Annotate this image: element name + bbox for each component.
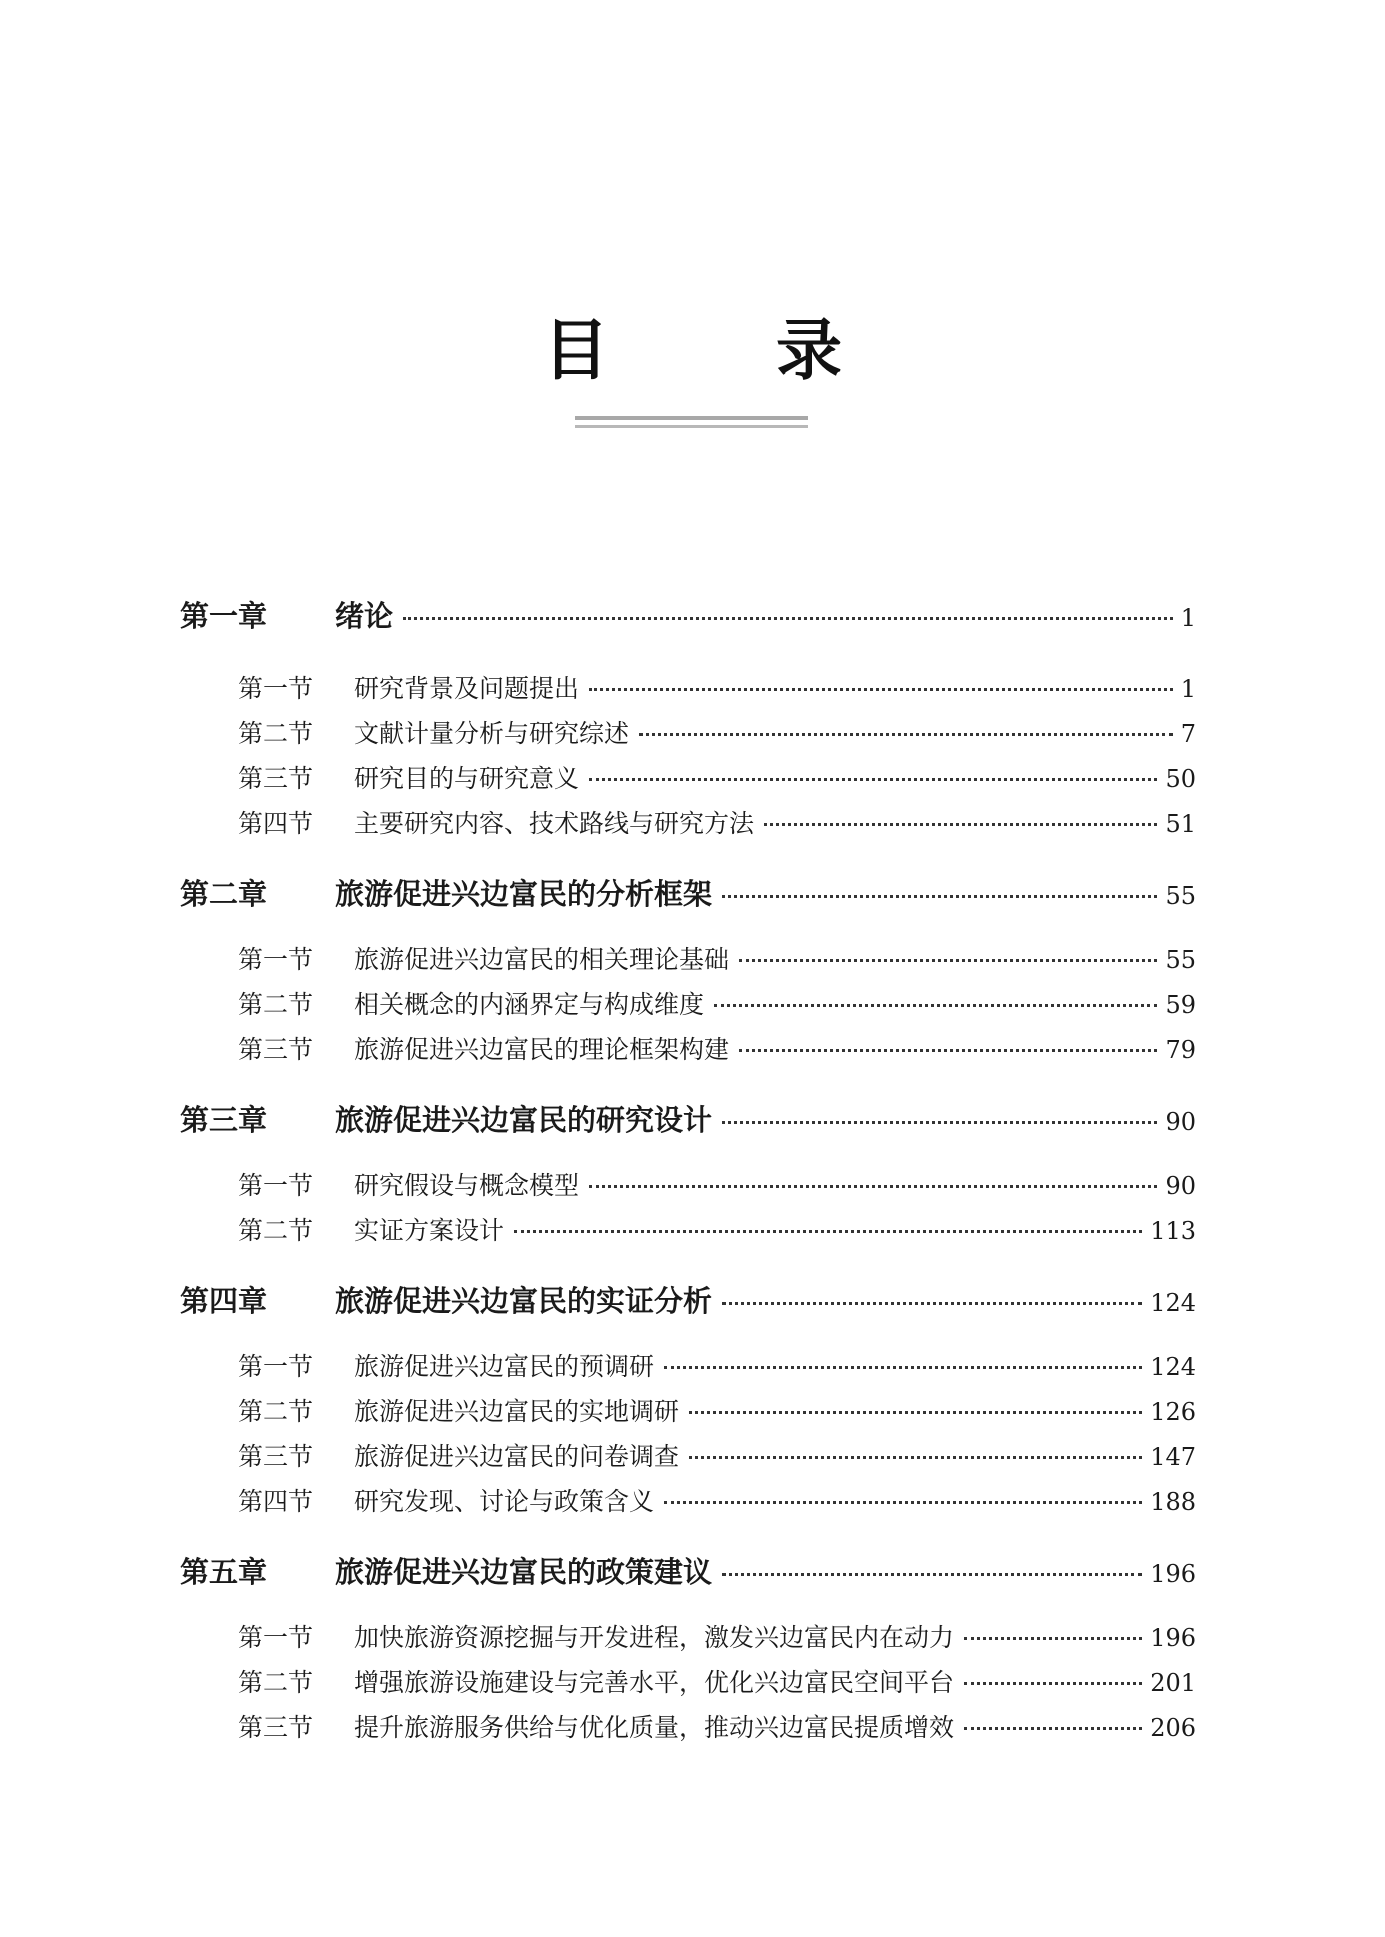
- page-number: 113: [1150, 1217, 1196, 1245]
- page-number: 90: [1165, 1172, 1196, 1200]
- page-number: 124: [1150, 1353, 1196, 1381]
- toc-section-3-1[interactable]: [238, 1170, 1196, 1202]
- toc-section-1-1[interactable]: [238, 673, 1196, 705]
- toc-section-1-4[interactable]: [238, 808, 1196, 840]
- chapter-title: 旅游促进兴边富民的研究设计: [335, 1103, 713, 1137]
- toc-section-4-2[interactable]: [238, 1396, 1196, 1428]
- dot-leader: [589, 778, 1157, 781]
- section-title: 研究假设与概念模型: [354, 1171, 580, 1200]
- dot-leader: [664, 1501, 1142, 1504]
- chapter-title: 旅游促进兴边富民的实证分析: [335, 1284, 713, 1318]
- section-title: 相关概念的内涵界定与构成维度: [354, 990, 705, 1019]
- toc-chapter-4[interactable]: [180, 1283, 1196, 1319]
- section-title: 研究发现、讨论与政策含义: [354, 1487, 655, 1516]
- dot-leader: [964, 1682, 1142, 1685]
- section-title: 增强旅游设施建设与完善水平，优化兴边富民空间平台: [354, 1668, 955, 1697]
- dot-leader: [689, 1456, 1142, 1459]
- toc-section-4-4[interactable]: [238, 1486, 1196, 1518]
- page-number: 90: [1165, 1108, 1196, 1136]
- page-number: 147: [1150, 1443, 1196, 1471]
- toc-section-5-2[interactable]: [238, 1667, 1196, 1699]
- page-number: 7: [1180, 720, 1196, 748]
- section-label: 第一节: [238, 945, 314, 974]
- chapter-label: 第二章: [180, 877, 268, 911]
- dot-leader: [689, 1411, 1142, 1414]
- toc-section-1-3[interactable]: [238, 763, 1196, 795]
- dot-leader: [639, 733, 1173, 736]
- page-title: 目 录: [543, 312, 914, 389]
- section-title: 研究目的与研究意义: [354, 764, 580, 793]
- page-number: 79: [1165, 1036, 1196, 1064]
- section-label: 第二节: [238, 1668, 314, 1697]
- page-number: 59: [1165, 991, 1196, 1019]
- dot-leader: [739, 1049, 1157, 1052]
- section-label: 第二节: [238, 1397, 314, 1426]
- dot-leader: [964, 1637, 1142, 1640]
- section-label: 第二节: [238, 990, 314, 1019]
- toc-chapter-1[interactable]: [180, 598, 1196, 634]
- chapter-title: 绪论: [335, 599, 394, 633]
- dot-leader: [403, 617, 1173, 620]
- section-label: 第三节: [238, 764, 314, 793]
- chapter-label: 第一章: [180, 599, 268, 633]
- dot-leader: [964, 1727, 1142, 1730]
- dot-leader: [664, 1366, 1142, 1369]
- section-title: 旅游促进兴边富民的问卷调查: [354, 1442, 680, 1471]
- page-number: 188: [1150, 1488, 1196, 1516]
- dot-leader: [722, 1573, 1142, 1576]
- page-number: 196: [1150, 1560, 1196, 1588]
- section-title: 文献计量分析与研究综述: [354, 719, 630, 748]
- toc-section-3-2[interactable]: [238, 1215, 1196, 1247]
- toc-section-2-2[interactable]: [238, 989, 1196, 1021]
- toc-section-4-3[interactable]: [238, 1441, 1196, 1473]
- section-label: 第四节: [238, 1487, 314, 1516]
- section-label: 第四节: [238, 809, 314, 838]
- dot-leader: [589, 688, 1173, 691]
- section-title: 实证方案设计: [354, 1216, 505, 1245]
- dot-leader: [714, 1004, 1157, 1007]
- dot-leader: [514, 1230, 1142, 1233]
- page-number: 1: [1180, 675, 1196, 703]
- toc-section-5-1[interactable]: [238, 1622, 1196, 1654]
- section-title: 加快旅游资源挖掘与开发进程，激发兴边富民内在动力: [354, 1623, 955, 1652]
- dot-leader: [739, 959, 1157, 962]
- toc-section-1-2[interactable]: [238, 718, 1196, 750]
- section-label: 第三节: [238, 1442, 314, 1471]
- section-title: 提升旅游服务供给与优化质量，推动兴边富民提质增效: [354, 1713, 955, 1742]
- section-label: 第一节: [238, 1352, 314, 1381]
- toc-chapter-5[interactable]: [180, 1554, 1196, 1590]
- toc-chapter-2[interactable]: [180, 876, 1196, 912]
- toc-section-2-3[interactable]: [238, 1034, 1196, 1066]
- section-label: 第一节: [238, 674, 314, 703]
- page-number: 1: [1180, 604, 1196, 632]
- section-label: 第一节: [238, 1623, 314, 1652]
- dot-leader: [764, 823, 1157, 826]
- page-number: 124: [1150, 1289, 1196, 1317]
- section-title: 旅游促进兴边富民的预调研: [354, 1352, 655, 1381]
- toc-section-2-1[interactable]: [238, 944, 1196, 976]
- section-label: 第一节: [238, 1171, 314, 1200]
- toc-chapter-3[interactable]: [180, 1102, 1196, 1138]
- chapter-title: 旅游促进兴边富民的政策建议: [335, 1555, 713, 1589]
- section-label: 第二节: [238, 1216, 314, 1245]
- section-title: 旅游促进兴边富民的实地调研: [354, 1397, 680, 1426]
- section-label: 第二节: [238, 719, 314, 748]
- page-number: 206: [1150, 1714, 1196, 1742]
- chapter-label: 第四章: [180, 1284, 268, 1318]
- page-number: 51: [1165, 810, 1196, 838]
- page-number: 201: [1150, 1669, 1196, 1697]
- page-number: 55: [1165, 882, 1196, 910]
- chapter-title: 旅游促进兴边富民的分析框架: [335, 877, 713, 911]
- toc-section-4-1[interactable]: [238, 1351, 1196, 1383]
- chapter-label: 第三章: [180, 1103, 268, 1137]
- page-number: 55: [1165, 946, 1196, 974]
- dot-leader: [722, 1302, 1142, 1305]
- section-title: 旅游促进兴边富民的理论框架构建: [354, 1035, 730, 1064]
- section-title: 研究背景及问题提出: [354, 674, 580, 703]
- section-label: 第三节: [238, 1035, 314, 1064]
- dot-leader: [722, 1121, 1157, 1124]
- chapter-label: 第五章: [180, 1555, 268, 1589]
- toc-section-5-3[interactable]: [238, 1712, 1196, 1744]
- page-number: 126: [1150, 1398, 1196, 1426]
- page-number: 50: [1165, 765, 1196, 793]
- section-title: 旅游促进兴边富民的相关理论基础: [354, 945, 730, 974]
- page-number: 196: [1150, 1624, 1196, 1652]
- dot-leader: [589, 1185, 1157, 1188]
- section-title: 主要研究内容、技术路线与研究方法: [354, 809, 755, 838]
- section-label: 第三节: [238, 1713, 314, 1742]
- dot-leader: [722, 895, 1157, 898]
